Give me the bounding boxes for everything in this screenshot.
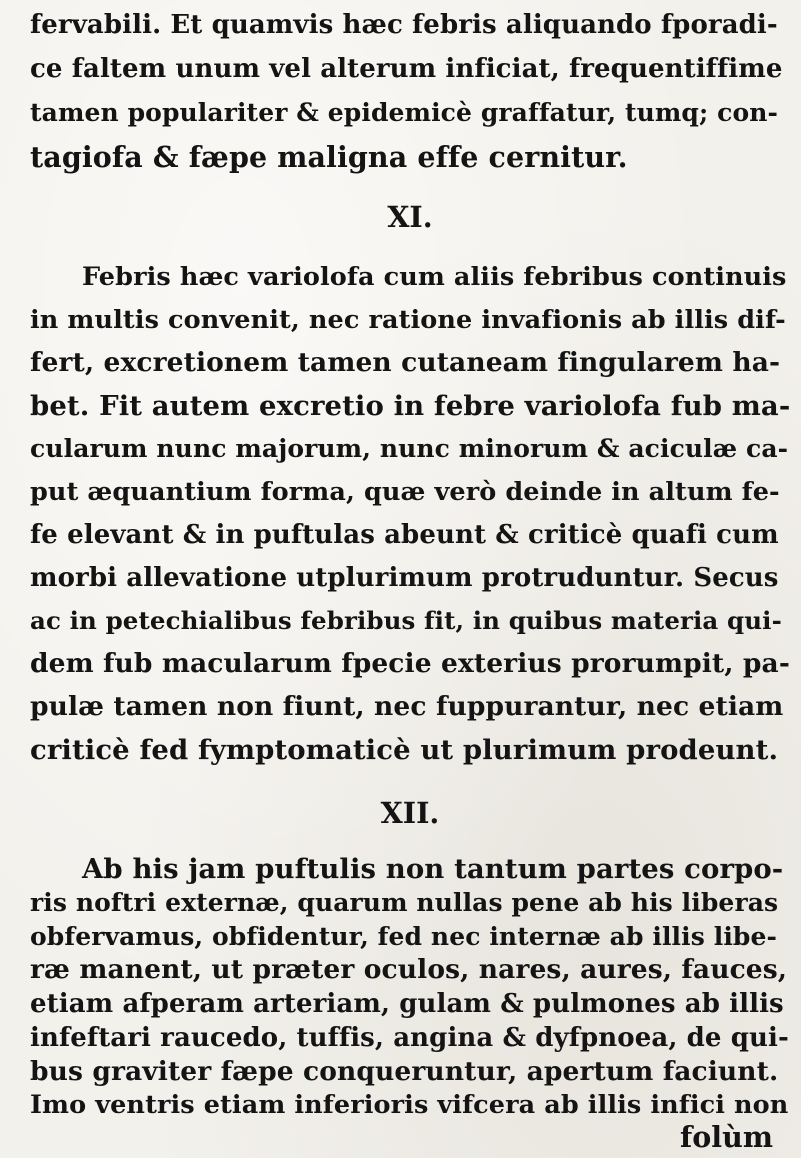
text-line: ris noftri externæ, quarum nullas pene ab his liberas xyxy=(30,887,779,917)
text-line: fert, excretionem tamen cutaneam fingularem ha- xyxy=(30,347,781,378)
text-line: ac in petechialibus febribus fit, in quibus materia qui- xyxy=(30,606,782,635)
text-line: cularum nunc majorum, nunc minorum & aciculæ ca- xyxy=(30,434,789,463)
section-heading-xi: XI. xyxy=(387,200,433,234)
text-line: in multis convenit, nec ratione invafionis ab illis dif- xyxy=(30,305,786,335)
text-line: ce faltem unum vel alterum inficiat, frequentiffime xyxy=(30,54,783,84)
catchword: folùm xyxy=(680,1120,773,1155)
text-line: Ab his jam puftulis non tantum partes corpo- xyxy=(82,853,784,885)
text-line: bus graviter fæpe conqueruntur, apertum faciunt. xyxy=(30,1055,779,1087)
text-line: tamen populariter & epidemicè graffatur, tumq; con- xyxy=(30,98,778,127)
text-line: infeftari raucedo, tuffis, angina & dyfpnoea, de qui- xyxy=(30,1022,789,1053)
text-line: Imo ventris etiam inferioris vifcera ab illis infici non xyxy=(30,1090,789,1121)
text-line: fe elevant & in puftulas abeunt & criticè quafi cum xyxy=(30,520,779,550)
text-line: ræ manent, ut præter oculos, nares, aures, fauces, xyxy=(30,954,788,986)
text-line: criticè fed fymptomaticè ut plurimum prodeunt. xyxy=(30,734,779,766)
text-line: fervabili. Et quamvis hæc febris aliquando fporadi- xyxy=(30,10,778,40)
text-line: bet. Fit autem excretio in febre variolofa fub ma- xyxy=(30,390,791,422)
text-line: tagiofa & fæpe maligna effe cernitur. xyxy=(30,140,628,174)
text-line: morbi allevatione utplurimum protruduntur. Secus xyxy=(30,563,779,593)
text-line: dem fub macularum fpecie exterius prorumpit, pa- xyxy=(30,648,790,679)
text-line: Febris hæc variolofa cum aliis febribus continuis xyxy=(82,262,787,292)
text-line: pulæ tamen non fiunt, nec fuppurantur, nec etiam xyxy=(30,691,784,722)
text-line: etiam afperam arteriam, gulam & pulmones ab illis xyxy=(30,989,784,1020)
text-line: put æquantium forma, quæ verò deinde in altum fe- xyxy=(30,477,780,507)
section-heading-xii: XII. xyxy=(380,796,440,830)
text-line: obfervamus, obfidentur, fed nec internæ ab illis libe- xyxy=(30,921,777,951)
